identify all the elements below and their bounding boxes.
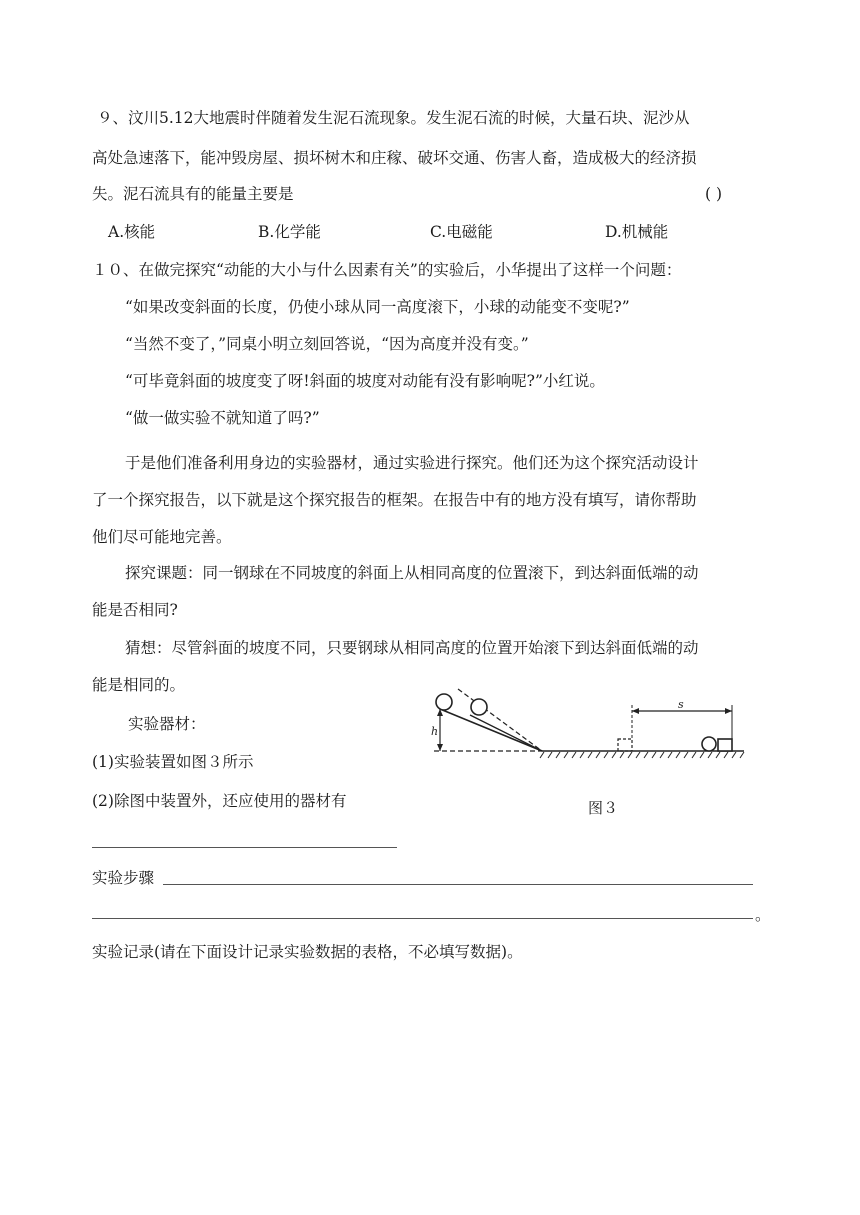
record-instruction: 实验记录(请在下面设计记录实验数据的表格，不必填写数据)。 <box>92 943 523 961</box>
q9-option-b: B.化学能 <box>258 223 321 241</box>
q9-option-c: C.电磁能 <box>430 223 493 241</box>
equipment-blank[interactable] <box>92 847 397 848</box>
q9-line-3: 失。泥石流具有的能量主要是 <box>92 185 294 203</box>
label-h: h <box>431 725 439 738</box>
q10-guess-line-1: 猜想：尽管斜面的坡度不同，只要钢球从相同高度的位置开始滚下到达斜面低端的动 <box>125 639 699 657</box>
steps-blank-2[interactable] <box>92 918 753 919</box>
figure-3-diagram <box>430 685 750 765</box>
q10-guess-line-2: 能是相同的。 <box>92 676 186 694</box>
q10-dialogue-2: “当然不变了，”同桌小明立刻回答说，“因为高度并没有变。” <box>125 335 529 353</box>
q9-line-1: ９、汶川5.12大地震时伴随着发生泥石流现象。发生泥石流的时候，大量石块、泥沙从 <box>97 109 690 127</box>
q10-intro: １０、在做完探究“动能的大小与什么因素有关”的实验后，小华提出了这样一个问题： <box>92 261 682 279</box>
ball-on-shallow-slope <box>471 699 487 715</box>
q9-answer-paren: ( ) <box>705 185 723 203</box>
steps-period: 。 <box>755 906 771 924</box>
ball-on-steep-slope <box>436 694 452 710</box>
q10-dialogue-1: “如果改变斜面的长度，仍使小球从同一高度滚下，小球的动能变不变呢?” <box>125 298 630 316</box>
q10-topic-line-2: 能是否相同? <box>92 601 178 619</box>
label-s: s <box>678 698 684 711</box>
figure-caption: 图３ <box>588 800 619 817</box>
ball-near-block <box>702 737 716 751</box>
q9-option-a: A.核能 <box>108 223 156 241</box>
q9-line-2: 高处急速落下，能冲毁房屋、损坏树木和庄稼、破坏交通、伤害人畜，造成极大的经济损 <box>92 149 697 167</box>
q10-para-line-3: 他们尽可能地完善。 <box>92 528 232 546</box>
q10-dialogue-3: “可毕竟斜面的坡度变了呀!斜面的坡度对动能有没有影响呢?”小红说。 <box>125 372 605 390</box>
q10-topic-line-1: 探究课题：同一钢球在不同坡度的斜面上从相同高度的位置滚下，到达斜面低端的动 <box>125 564 699 582</box>
q9-option-d: D.机械能 <box>605 223 669 241</box>
equipment-item-1: (1)实验装置如图３所示 <box>92 753 254 771</box>
q10-para-line-1: 于是他们准备利用身边的实验器材，通过实验进行探究。他们还为这个探究活动设计 <box>125 454 699 472</box>
steps-label: 实验步骤 <box>92 869 155 887</box>
equipment-label: 实验器材： <box>128 715 206 733</box>
q10-dialogue-4: “做一做实验不就知道了吗?” <box>125 409 320 427</box>
equipment-item-2: (2)除图中装置外，还应使用的器材有 <box>92 792 347 810</box>
q10-para-line-2: 了一个探究报告，以下就是这个探究报告的框架。在报告中有的地方没有填写，请你帮助 <box>92 491 697 509</box>
steps-blank-1[interactable] <box>163 884 753 885</box>
